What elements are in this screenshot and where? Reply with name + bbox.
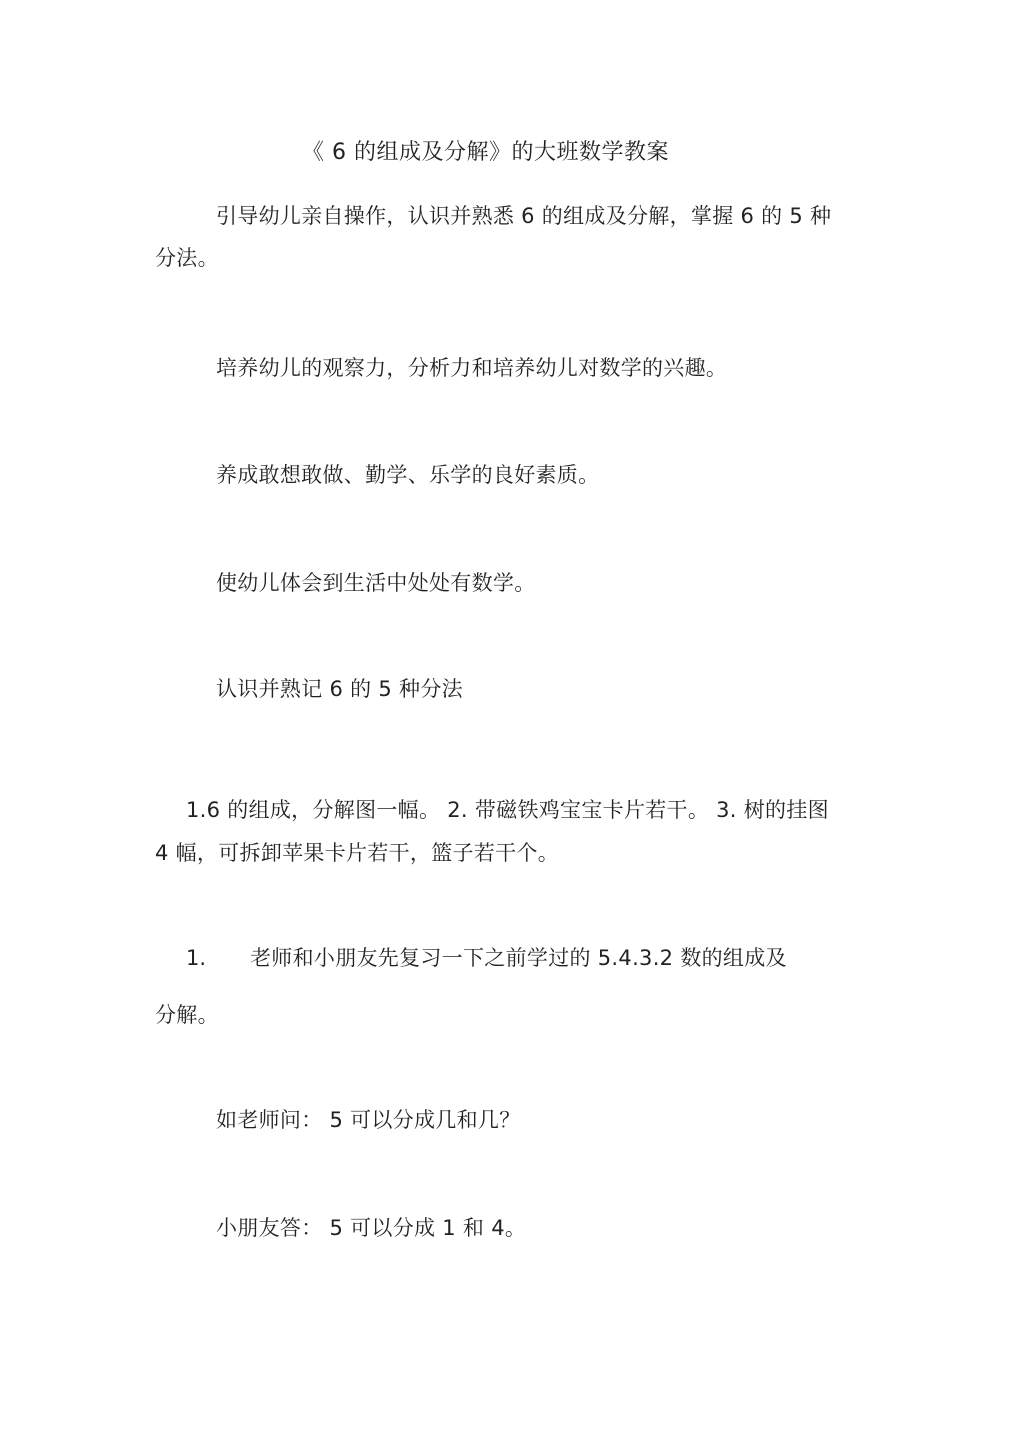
goal-3: 养成敢想敢做、勤学、乐学的良好素质。 <box>216 463 600 487</box>
key-point: 认识并熟记 6 的 5 种分法 <box>216 677 463 701</box>
step-1-number: 1. <box>186 946 207 970</box>
example-question: 如老师问： 5 可以分成几和几？ <box>216 1108 521 1132</box>
materials-line-2: 4 幅，可拆卸苹果卡片若干，篮子若干个。 <box>155 841 560 865</box>
goal-1-line-1: 引导幼儿亲自操作，认识并熟悉 6 的组成及分解，掌握 6 的 5 种 <box>216 204 832 228</box>
document-title: 《 6 的组成及分解》的大班数学教案 <box>302 140 669 165</box>
goal-2: 培养幼儿的观察力，分析力和培养幼儿对数学的兴趣。 <box>216 356 728 380</box>
goal-4: 使幼儿体会到生活中处处有数学。 <box>216 571 536 595</box>
step-1-line-2: 分解。 <box>155 1003 219 1027</box>
example-answer: 小朋友答： 5 可以分成 1 和 4。 <box>216 1216 527 1240</box>
goal-1-line-2: 分法。 <box>155 246 219 270</box>
step-1-text: 老师和小朋友先复习一下之前学过的 5.4.3.2 数的组成及 <box>250 946 787 970</box>
materials-line-1: 1.6 的组成，分解图一幅。 2. 带磁铁鸡宝宝卡片若干。 3. 树的挂图 <box>186 798 829 822</box>
